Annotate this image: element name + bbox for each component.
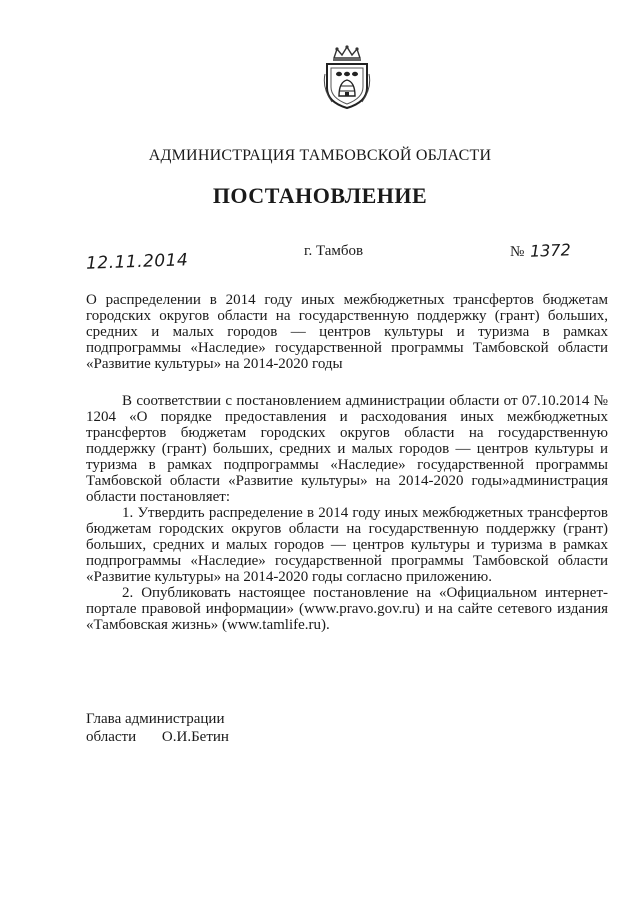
body-intro-paragraph: В соответствии с постановлением администрации области от 07.10.2014 № 1204 «О порядке предоставления и расходования иных межбюджетных трансфертов бюджетам городских округов области на государственную поддержку (грант) больших, средних и малых городов — центров культуры и туризма в рамках подпрограммы «Наследие» государственной программы Тамбовской области «Развитие культуры» на 2014-2020 годы»администрация области постановляет: <box>86 393 608 505</box>
document-number <box>510 241 571 261</box>
body-item-2: 2. Опубликовать настоящее постановление на «Официальном интернет-портале правовой информации» (www.pravo.gov.ru) и на сайте сетевого издания «Тамбовская жизнь» (www.tamlife.ru). <box>86 585 608 633</box>
body-item-1: 1. Утвердить распределение в 2014 году иных межбюджетных трансфертов бюджетам городских округов области на государственную поддержку (грант) больших, средних и малых городов — центров культуры и туризма в рамках подпрограммы «Наследие» государственной программы Тамбовской области «Развитие культуры» на 2014-2020 годы согласно приложению. <box>86 505 608 585</box>
document-subject: О распределении в 2014 году иных межбюджетных трансфертов бюджетам городских округов области на государственную поддержку (грант) больших, средних и малых городов –– центров культуры и туризма в рамках подпрограммы «Наследие» государственной программы Тамбовской области «Развитие культуры» на 2014-2020 годы <box>86 292 608 372</box>
document-body <box>86 393 608 633</box>
signature-region: области <box>86 729 137 745</box>
signature-name: О.И.Бетин <box>161 729 229 745</box>
organization-name: АДМИНИСТРАЦИЯ ТАМБОВСКОЙ ОБЛАСТИ <box>148 147 492 164</box>
document-type: ПОСТАНОВЛЕНИЕ <box>212 183 428 208</box>
document-date: 12.11.2014 <box>85 250 189 274</box>
signature-line <box>86 728 229 746</box>
coat-of-arms-icon <box>322 44 372 110</box>
signature-role: Глава администрации <box>86 711 225 727</box>
signature-block <box>86 710 229 746</box>
document-city: г. Тамбов <box>304 243 364 259</box>
number-label: № <box>510 244 525 260</box>
number-value: 1372 <box>529 240 572 261</box>
